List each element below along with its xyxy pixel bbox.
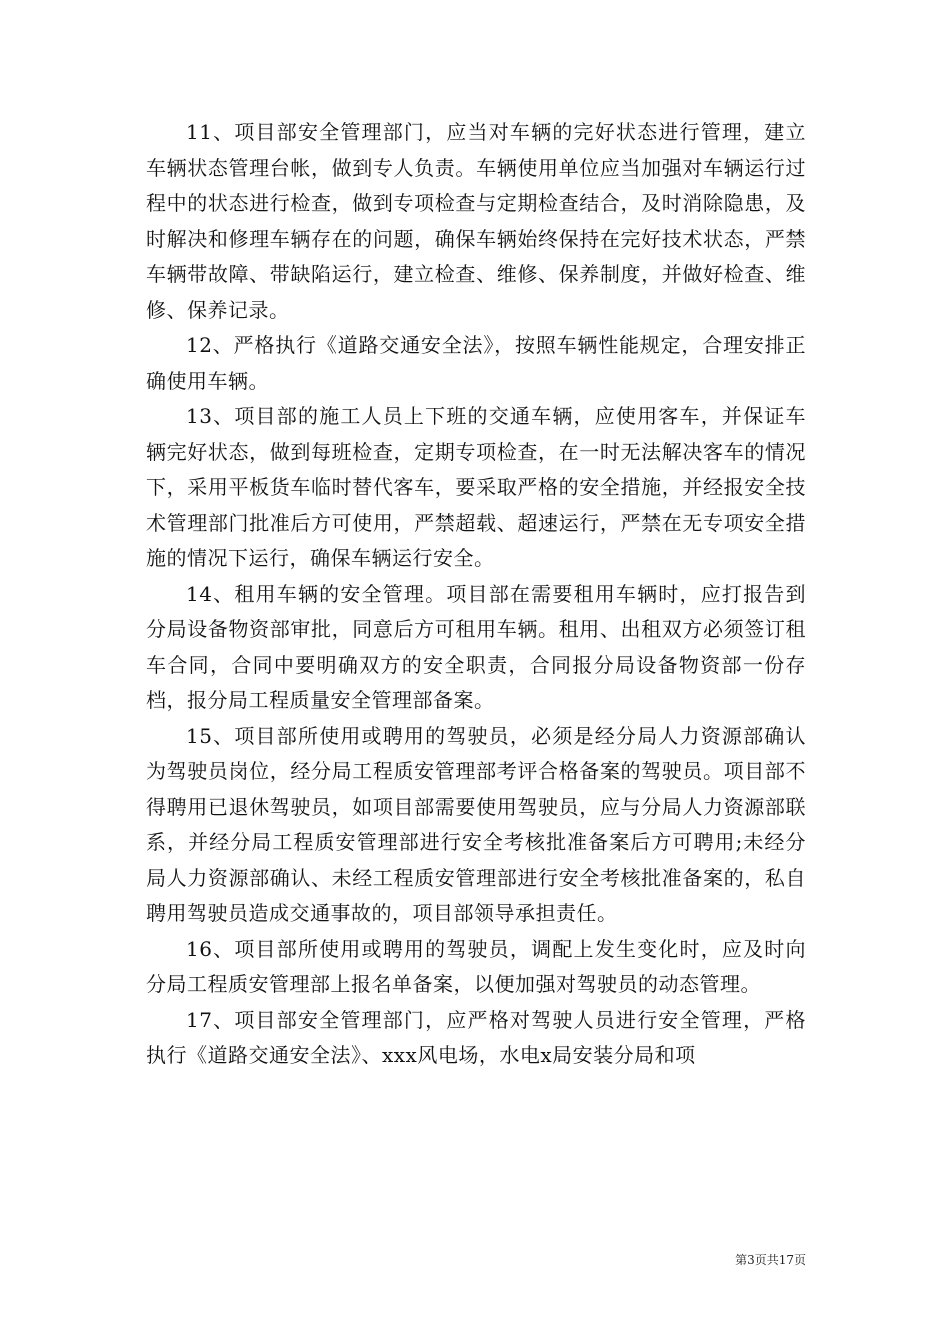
document-body bbox=[146, 115, 806, 1074]
paragraph-15: 15、项目部所使用或聘用的驾驶员，必须是经分局人力资源部确认为驾驶员岗位，经分局工程质安管理部考评合格备案的驾驶员。项目部不得聘用已退休驾驶员，如项目部需要使用驾驶员，应与分局人力资源部联系，并经分局工程质安管理部进行安全考核批准备案后方可聘用;未经分局人力资源部确认、未经工程质安管理部进行安全考核批准备案的，私自聘用驾驶员造成交通事故的，项目部领导承担责任。 bbox=[146, 723, 806, 925]
paragraph-16: 16、项目部所使用或聘用的驾驶员，调配上发生变化时，应及时向分局工程质安管理部上报名单备案，以便加强对驾驶员的动态管理。 bbox=[146, 936, 806, 996]
paragraph-12: 12、严格执行《道路交通安全法》，按照车辆性能规定，合理安排正确使用车辆。 bbox=[146, 333, 806, 393]
paragraph-14: 14、租用车辆的安全管理。项目部在需要租用车辆时，应打报告到分局设备物资部审批，同意后方可租用车辆。租用、出租双方必须签订租车合同，合同中要明确双方的安全职责，合同报分局设备物资部一份存档，报分局工程质量安全管理部备案。 bbox=[146, 581, 806, 712]
paragraph-17: 17、项目部安全管理部门，应严格对驾驶人员进行安全管理，严格执行《道路交通安全法》、xxx风电场，水电x局安装分局和项 bbox=[146, 1007, 806, 1067]
page-number-footer: 第3页共17页 bbox=[735, 1253, 806, 1267]
paragraph-11: 11、项目部安全管理部门，应当对车辆的完好状态进行管理，建立车辆状态管理台帐，做到专人负责。车辆使用单位应当加强对车辆运行过程中的状态进行检查，做到专项检查与定期检查结合，及时消除隐患，及时解决和修理车辆存在的问题，确保车辆始终保持在完好技术状态，严禁车辆带故障、带缺陷运行，建立检查、维修、保养制度，并做好检查、维修、保养记录。 bbox=[146, 120, 806, 322]
paragraph-13: 13、项目部的施工人员上下班的交通车辆，应使用客车，并保证车辆完好状态，做到每班检查，定期专项检查，在一时无法解决客车的情况下，采用平板货车临时替代客车，要采取严格的安全措施，并经报安全技术管理部门批准后方可使用，严禁超载、超速运行，严禁在无专项安全措施的情况下运行，确保车辆运行安全。 bbox=[146, 404, 806, 570]
